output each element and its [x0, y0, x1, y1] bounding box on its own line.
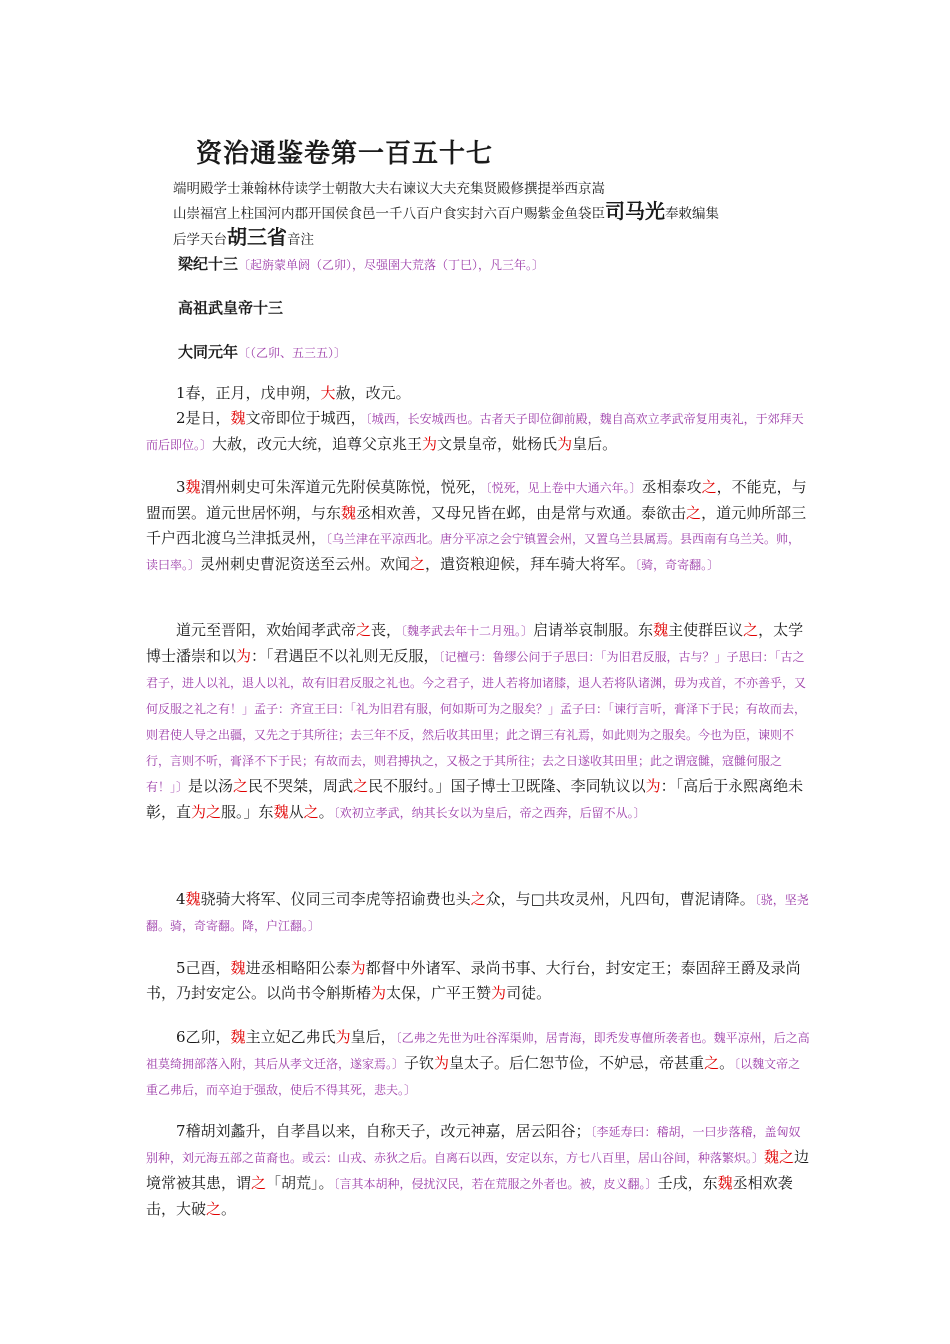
page-title: 资治通鉴卷第一百五十七 — [196, 139, 494, 169]
paragraph-6: 5己酉，魏进丞相略阳公泰为都督中外诸军、录尚书事、大行台，封安定王；泰固辞王爵及录尚书，乃封安定公。以尚书令斛斯椿为太保，广平王赞为司徒。 — [146, 959, 801, 1002]
annotator-line — [173, 225, 314, 249]
annotation-note: 〔乙弗之先世为吐谷浑渠帅，居青海，即秃发専儃所袭者也。魏平凉州，后之高祖莫绮拥部落入附，其后从孝文迁洛，遂家焉。〕 — [146, 1031, 810, 1071]
annotation-note: 〔李延寿曰：稽胡，一曰步落稽，盖匈奴别种，刘元海五部之苗裔也。或云：山戎、赤狄之后。自离石以西，安定以东，方七八百里，居山谷间，种落繁炽。〕 — [146, 1125, 801, 1165]
section-heading-year — [178, 341, 346, 362]
annotation-note: 〔欢初立孝武，纳其长女以为皇后，帝之西奔，后留不从。〕 — [333, 806, 646, 820]
annotation-note: 〔魏孝武去年十二月殂。〕 — [401, 624, 534, 638]
section-heading-liang-ji — [178, 253, 544, 274]
annotation-note: 〔城西，长安城西也。古者天子即位御前殿，魏自高欢立孝武帝复用夷礼，于郊拜天而后即位。〕 — [146, 412, 804, 452]
annotation-note: 〔记檀弓：鲁缪公问于子思曰：「为旧君反服，古与？」子思曰：「古之君子，进人以礼，退人以礼，故有旧君反服之礼也。今之君子，进人若将加诸膝，退人若将队诸渊，毋为戎首，不亦善乎，又何反服之礼之有！」孟子：齐宣王曰：「礼为旧君有服，何如斯可为之服矣？」孟子曰：「谏行言听，膏泽下于民；有故而去，则君使人导之出疆，又先之于其所往；去三年不反，然后收其田里；此之谓三有礼焉，如此则为之服矣。今也为臣，谏则不行，言则不听，膏泽不下于民；有故而去，则君搏执之，又极之于其所往；去之日遂收其田里；此之谓寇雠，寇雠何服之有！」〕 — [146, 650, 807, 794]
author-titles-cont: 山崇福宫上柱国河内郡开国侯食邑一千八百户食实封六百户赐紫金鱼袋臣 — [173, 206, 605, 222]
annotation-note: 〔言其本胡种，侵扰汉民，若在荒服之外者也。被，皮义翻。〕 — [333, 1177, 658, 1191]
section-heading-note: 〔起旃蒙单阏（乙卯），尽强圉大荒落（丁巳），凡三年。〕 — [238, 258, 545, 272]
paragraph-2: 2是日，魏文帝即位于城西，〔城西，长安城西也。古者天子即位御前殿，魏自高欢立孝武帝复用夷礼，于郊拜天而后即位。〕大赦，改元大统，追尊父京兆王为文景皇帝，妣杨氏为皇后。 — [146, 409, 804, 453]
paragraph-3: 3魏渭州刺史可朱浑道元先附侯莫陈悦，悦死，〔悦死，见上卷中大通六年。〕丞相泰攻之，不能克，与盟而罢。道元世居怀朔，与东魏丞相欢善，又母兄皆在邺，由是常与欢通。泰欲击之，道元帅所部三千户西北渡乌兰津抵灵州，〔乌兰津在平凉西北。唐分平凉之会宁镇置会州，又置乌兰县属焉。县西南有乌兰关。帅，读曰率。〕灵州刺史曹泥资送至云州。欢闻之，遣资粮迎候，拜车骑大将军。〔骑，奇寄翻。〕 — [146, 478, 807, 573]
author-role: 奉敕编集 — [665, 206, 719, 222]
annotator-name: 胡三省 — [227, 225, 287, 249]
section-heading-text: 大同元年 — [178, 343, 239, 361]
annotator-role: 音注 — [287, 232, 314, 248]
annotation-note: 〔悦死，见上卷中大通六年。〕 — [485, 481, 642, 495]
paragraph-7: 6乙卯，魏主立妃乙弗氏为皇后，〔乙弗之先世为吐谷浑渠帅，居青海，即秃发専儃所袭者也。魏平凉州，后之高祖莫绮拥部落入附，其后从孝文迁洛，遂家焉。〕子钦为皇太子。后仁恕节俭，不妒忌，帝甚重之。〔以魏文帝之重乙弗后，而卒迫于强敌，使后不得其死，悲夫。〕 — [146, 1028, 810, 1097]
annotation-note: 〔骑，奇寄翻。〕 — [635, 558, 720, 572]
paragraph-1: 1春，正月，戊申朔，大赦，改元。 — [176, 384, 411, 402]
annotation-note: 〔乌兰津在平凉西北。唐分平凉之会宁镇置会州，又置乌兰县属焉。县西南有乌兰关。帅，读曰率。〕 — [146, 532, 801, 572]
annotator-prefix: 后学天台 — [173, 232, 227, 248]
author-titles: 端明殿学士兼翰林侍读学士朝散大夫右谏议大夫充集贤殿修撰提举西京嵩 — [173, 181, 605, 197]
paragraph-4: 道元至晋阳，欢始闻孝武帝之丧，〔魏孝武去年十二月殂。〕启请举哀制服。东魏主使群臣议之，太学博士潘崇和以为：「君遇臣不以礼则无反服，〔记檀弓：鲁缪公问于子思曰：「为旧君反服，古与？」子思曰：「古之君子，进人以礼，退人以礼，故有旧君反服之礼也。今之君子，进人若将加诸膝，退人若将队诸渊，毋为戎首，不亦善乎，又何反服之礼之有！」孟子：齐宣王曰：「礼为旧君有服，何如斯可为之服矣？」孟子曰：「谏行言听，膏泽下于民；有故而去，则君使人导之出疆，又先之于其所往；去三年不反，然后收其田里；此之谓三有礼焉，如此则为之服矣。今也为臣，谏则不行，言则不听，膏泽不下于民；有故而去，则君搏执之，又极之于其所往；去之日遂收其田里；此之谓寇雠，寇雠何服之有！」〕是以汤之民不哭桀，周武之民不服纣。」国子博士卫既隆、李同轨议以为：「高后于永熙离绝未彰，直为之服。」东魏从之。〔欢初立孝武，纳其长女以为皇后，帝之西奔，后留不从。〕 — [146, 621, 807, 821]
author-line-1 — [173, 180, 605, 198]
annotation-note: 〔以魏文帝之重乙弗后，而卒迫于强敌，使后不得其死，悲夫。〕 — [146, 1057, 801, 1097]
paragraph-8: 7稽胡刘蠡升，自孝昌以来，自称天子，改元神嘉，居云阳谷；〔李延寿曰：稽胡，一曰步落稽，盖匈奴别种，刘元海五部之苗裔也。或云：山戎、赤狄之后。自离石以西，安定以东，方七八百里，居山谷间，种落繁炽。〕魏之边境常被其患，谓之「胡荒」。〔言其本胡种，侵扰汉民，若在荒服之外者也。被，皮义翻。〕壬戌，东魏丞相欢袭击，大破之。 — [146, 1122, 810, 1218]
section-heading-emperor — [178, 297, 283, 318]
section-heading-note: 〔（乙卯、五三五）〕 — [238, 346, 347, 360]
author-name: 司马光 — [605, 199, 665, 223]
annotation-note: 〔骁，坚尧翻。骑，奇寄翻。降，户江翻。〕 — [146, 893, 809, 933]
section-heading-text: 梁纪十三 — [178, 255, 239, 273]
section-heading-text: 高祖武皇帝十三 — [178, 299, 284, 317]
paragraph-5: 4魏骁骑大将军、仪同三司李虎等招谕费也头之众，与□共攻灵州，凡四旬，曹泥请降。〔骁，坚尧翻。骑，奇寄翻。降，户江翻。〕 — [146, 890, 809, 933]
author-line-2 — [173, 199, 719, 223]
